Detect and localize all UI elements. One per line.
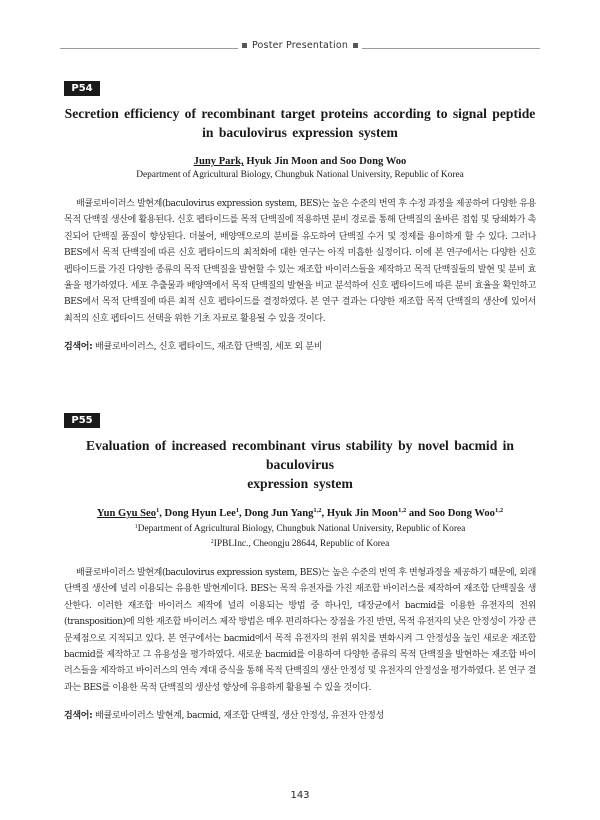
- keywords-label: 검색어:: [64, 342, 93, 353]
- author-name: Dong Jun Yang: [244, 508, 314, 519]
- keywords-text: 배큘로바이러스, 신호 펩타이드, 재조합 단백질, 세포 외 분비: [95, 342, 323, 353]
- author-affil-sup: 1,2: [494, 507, 504, 514]
- abstract-p54: [64, 76, 536, 352]
- author-list: [64, 507, 536, 519]
- affiliation: Department of Agricultural Biology, Chungbuk National University, Republic of Korea: [136, 170, 464, 180]
- author-separator: ,: [159, 508, 165, 519]
- author-name: Dong Hyun Lee: [164, 508, 236, 519]
- author-affil-sup: 1,2: [313, 507, 322, 514]
- author-name: Hyuk Jin Moon: [326, 508, 399, 519]
- affil-text: IPBLInc., Cheongju 28644, Republic of Korea: [213, 539, 390, 549]
- keywords: [64, 339, 536, 352]
- affil-sup: 1: [134, 524, 138, 530]
- title-line-2: expression system: [247, 476, 353, 491]
- square-bullet-icon: [353, 43, 358, 48]
- page-number: 143: [290, 790, 310, 801]
- author-name: Soo Dong Woo: [428, 508, 495, 519]
- title-line-2: in baculovirus expression system: [202, 125, 398, 140]
- article-title: [64, 436, 536, 493]
- abstract-text: 배큘로바이러스 발현계(baculovirus expression system, BES)는 높은 수준의 번역 후 수정 과정을 제공하여 다양한 유용 목적 단백질 생산에 활용된다. 신호 펩타이드를 목적 단백질에 적용하면 분비 경로를 통해 단백질의 올바른 접힘 및 당쇄화가 촉진되어 단백질 품질이 향상된다. 더불어, 배양액으로의 분비를 유도하여 단백질 수거 및 정제를 용이하게 할 수 있다. 그러나 BES에서 목적 단백질에 따른 신호 펩타이드의 최적화에 대한 연구는 아직 미흡한 실정이다. 이에 본 연구에서는 다양한 신호 펩타이드를 가진 다양한 종류의 목적 단백질을 발현할 수 있는 재조합 바이러스들을 제작하고 목적 단백질들의 발현 및 분비 효율을 평가하였다. 세포 추출물과 배양액에서 목적 단백질의 발현을 비교 분석하여 신호 펩타이드에 따른 분비 효율을 확인하고 BES에서 목적 단백질에 따른 최적 신호 펩타이드를 결정하였다. 본 연구 결과는 다양한 재조합 목적 단백질의 생산에 있어서 최적의 신호 펩타이드 선택을 위한 기초 자료로 활용될 수 있을 것이다.: [64, 199, 536, 324]
- title-line-1: Evaluation of increased recombinant virus stability by novel bacmid in baculovirus: [86, 438, 514, 472]
- header-label: Poster Presentation: [251, 40, 349, 51]
- author-list: [64, 156, 536, 167]
- author-separator: ,: [321, 508, 327, 519]
- author-affil-sup: 1: [156, 507, 160, 514]
- keywords-label: 검색어:: [64, 711, 93, 722]
- affil-sup: 2: [210, 539, 214, 545]
- author-separator: and: [406, 508, 429, 519]
- affil-text: Department of Agricultural Biology, Chungbuk National University, Republic of Korea: [137, 524, 466, 534]
- poster-id-badge: P55: [64, 413, 100, 428]
- author-separator: ,: [239, 508, 245, 519]
- keywords: [64, 708, 536, 721]
- square-bullet-icon: [242, 43, 247, 48]
- coauthors: Hyuk Jin Moon and Soo Dong Woo: [246, 156, 407, 167]
- section-header: [60, 40, 540, 56]
- header-label-wrap: [60, 40, 540, 51]
- presenting-author: Juny Park,: [193, 156, 244, 167]
- author-affil-sup: 1,2: [398, 507, 407, 514]
- author-affil-sup: 1: [235, 507, 240, 514]
- presenting-author: Yun Gyu Seo: [96, 508, 156, 519]
- affiliation-1: [64, 521, 536, 536]
- article-title: [64, 104, 536, 142]
- abstract-p55: [64, 408, 536, 721]
- affiliation-2: [64, 536, 536, 551]
- abstract-text: 배큘로바이러스 발현계(baculovirus expression system, BES)는 높은 수준의 번역 후 변형과정을 제공하기 때문에, 외래 단백질 생산에 널리 이용되는 유용한 발현계이다. BES는 목적 유전자를 가진 재조합 바이러스를 제작하여 재조합 단백질을 생산한다. 이러한 재조합 바이러스 제작에 널리 이용되는 방법 중 하나인, 대장균에서 bacmid를 이용한 유전자의 전위(transposition)에 의한 재조합 바이러스 제작 방법은 매우 편리하다는 장점을 가진 반면, 목적 유전자의 낮은 안정성이 가장 큰 문제점으로 지적되고 있다. 본 연구에서는 bacmid에서 목적 유전자의 전위 위치를 변화시켜 그 안정성을 높인 새로운 재조합 bacmid를 제작하고 그 유용성을 평가하였다. 새로운 bacmid를 이용하여 다양한 종류의 목적 단백질을 발현하는 재조합 바이러스들을 제작하고 바이러스의 연속 계대 증식을 통해 목적 단백질의 생산 안정성 및 유전자의 안정성을 평가하였다. 본 연구 결과는 BES를 이용한 목적 단백질의 생산성 향상에 유용하게 활용될 수 있을 것이다.: [64, 568, 536, 693]
- keywords-text: 배큘로바이러스 발현계, bacmid, 재조합 단백질, 생산 안정성, 유전자 안정성: [95, 711, 384, 722]
- poster-id-badge: P54: [64, 81, 100, 96]
- title-line-1: Secretion efficiency of recombinant target proteins according to signal peptide: [64, 106, 536, 121]
